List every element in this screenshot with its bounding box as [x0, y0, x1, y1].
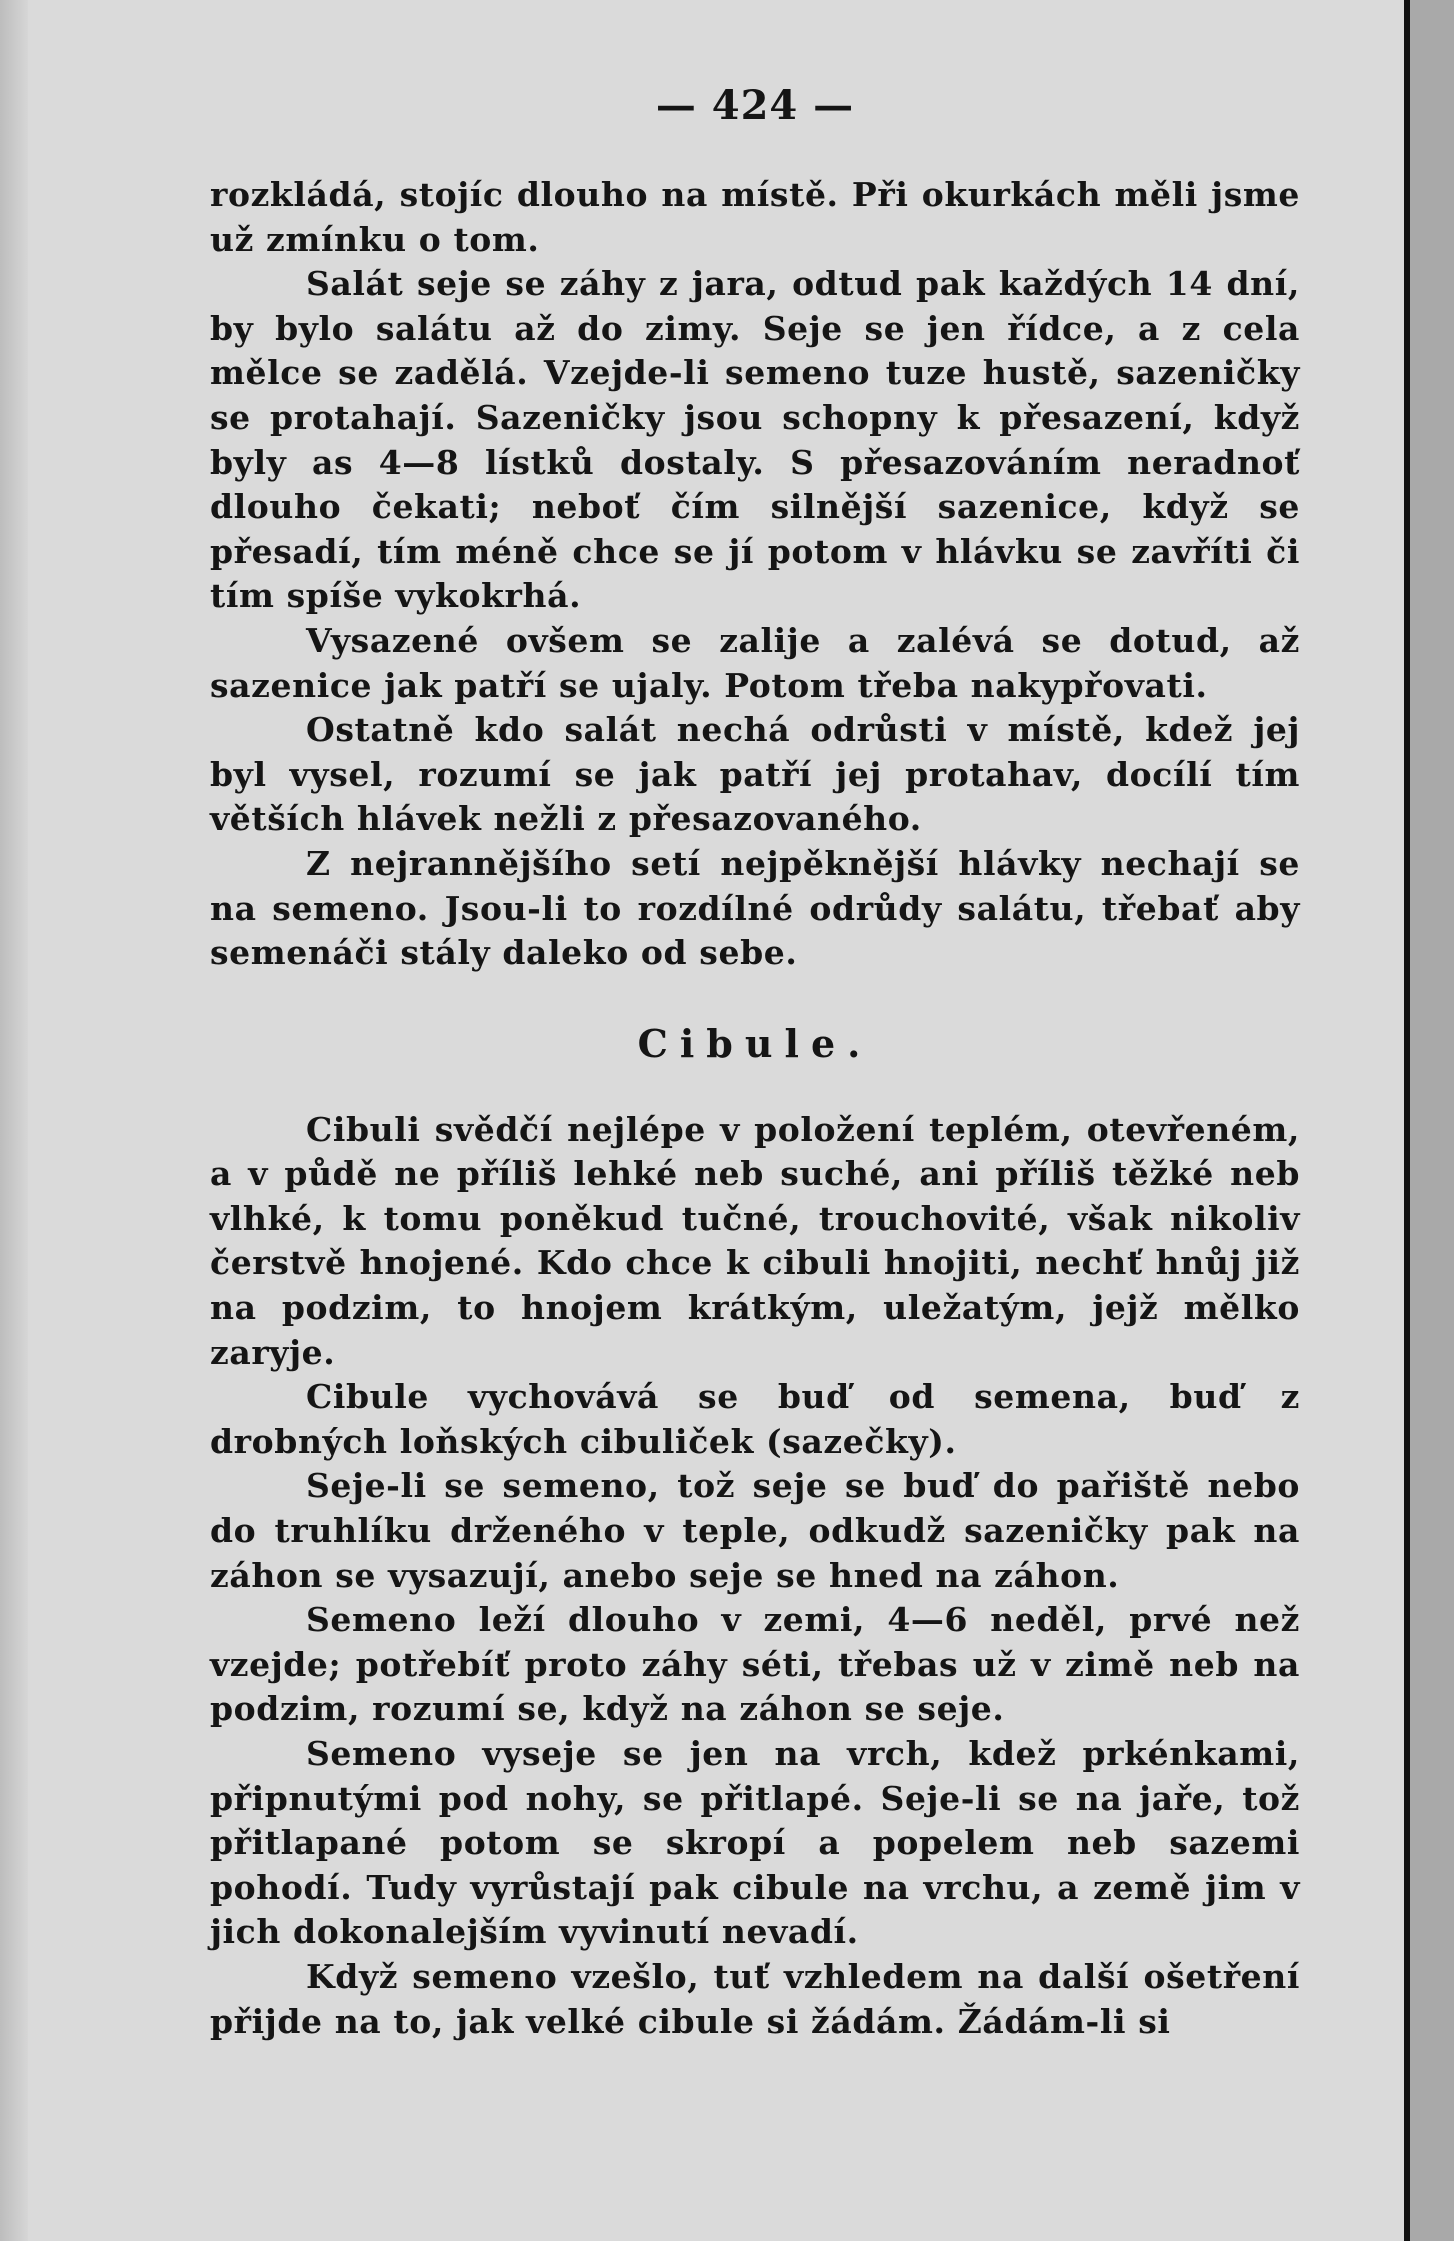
paragraph: Cibuli svědčí nejlépe v položení teplém, otevřeném, a v půdě ne příliš lehké neb suché, ani příliš těžké neb vlhké, k tomu poněkud tučné, trouchovité, však nikoliv čerstvě hnojené. Kdo chce k cibuli hnojiti, nechť hnůj již na podzim, to hnojem krátkým, uležatým, jejž mělko zaryje. — [210, 1109, 1300, 1372]
paragraph: rozkládá, stojíc dlouho na místě. Při okurkách měli jsme už zmínku o tom. — [210, 175, 1300, 259]
page-left-shadow — [0, 0, 28, 2241]
section-salat — [210, 173, 1300, 976]
paragraph: Seje-li se semeno, tož seje se buď do pařiště nebo do truhlíku drženého v teple, odkudž sazeničky pak na záhon se vysazují, anebo seje se hned na záhon. — [210, 1466, 1300, 1595]
paragraph: Salát seje se záhy z jara, odtud pak každých 14 dní, by bylo salátu až do zimy. Seje se jen řídce, a z cela mělce se zadělá. Vzejde-li semeno tuze hustě, sazeničky se protahají. Sazeničky jsou schopny k přesazení, když byly as 4—8 lístků dostaly. S přesazováním neradnoť dlouho čekati; neboť čím silnější sazenice, když se přesadí, tím méně chce se jí potom v hlávku se zavříti či tím spíše vykokrhá. — [210, 264, 1300, 616]
paragraph: Když semeno vzešlo, tuť vzhledem na další ošetření přijde na to, jak velké cibule si žádám. Žádám-li si — [210, 1956, 1300, 2041]
paragraph: Semeno leží dlouho v zemi, 4—6 neděl, prvé než vzejde; potřebíť proto záhy séti, třebas už v zimě neb na podzim, rozumí se, když na záhon se seje. — [210, 1600, 1300, 1729]
paragraph: Vysazené ovšem se zalije a zalévá se dotud, až sazenice jak patří se ujaly. Potom třeba nakypřovati. — [210, 620, 1300, 705]
paragraph: Ostatně kdo salát nechá odrůsti v místě, kdež jej byl vysel, rozumí se jak patří jej protahav, docílí tím větších hlávek nežli z přesazovaného. — [210, 710, 1300, 839]
page-right-gutter — [1404, 0, 1454, 2241]
section-heading-cibule: Cibule. — [637, 1020, 873, 1066]
page-number: — 424 — — [655, 82, 855, 129]
section-cibule — [210, 1108, 1300, 2044]
book-page — [210, 82, 1300, 2044]
paragraph: Semeno vyseje se jen na vrch, kdež prkénkami, připnutými pod nohy, se přitlapé. Seje-li se na jaře, tož přitlapané potom se skropí a popelem neb sazemi pohodí. Tudy vyrůstají pak cibule na vrchu, a země jim v jich dokonalejším vyvinutí nevadí. — [210, 1734, 1300, 1952]
paragraph: Cibule vychovává se buď od semena, buď z drobných loňských cibuliček (sazečky). — [210, 1377, 1300, 1461]
paragraph: Z nejrannějšího setí nejpěknější hlávky nechají se na semeno. Jsou-li to rozdílné odrůdy salátu, třebať aby semenáči stály daleko od sebe. — [210, 843, 1300, 973]
